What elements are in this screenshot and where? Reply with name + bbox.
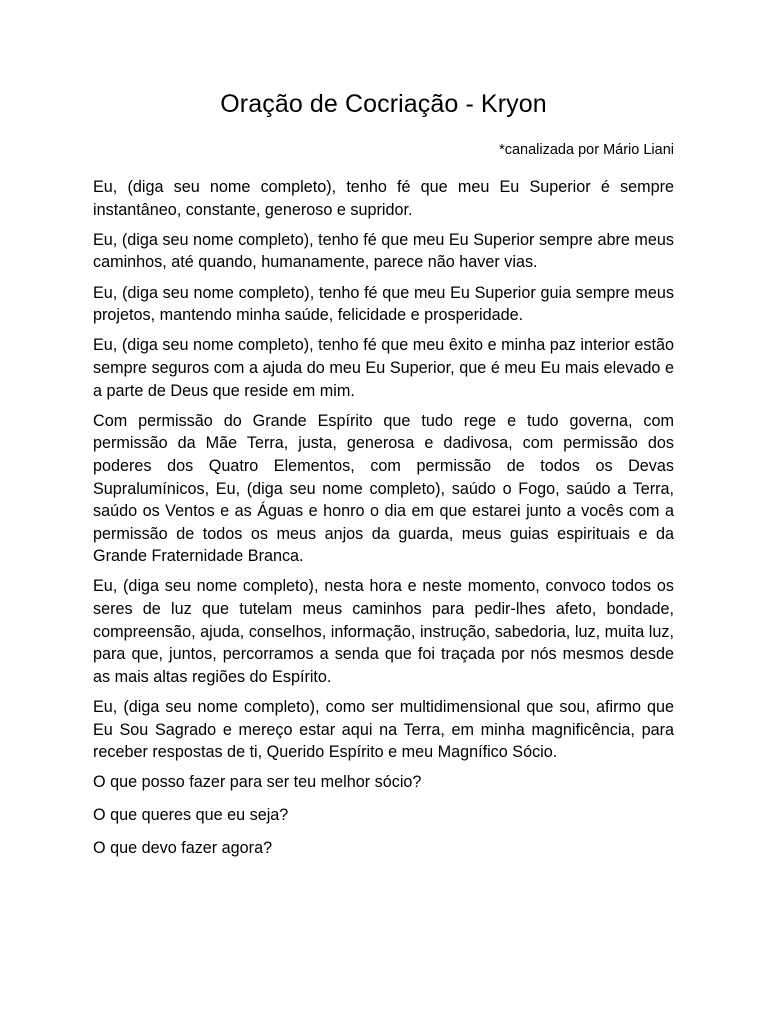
document-title: Oração de Cocriação - Kryon (220, 90, 547, 118)
document-page (93, 86, 674, 870)
question-line: O que devo fazer agora? (93, 838, 273, 857)
question-line: O que queres que eu seja? (93, 806, 289, 825)
paragraph: Eu, (diga seu nome completo), tenho fé que meu Eu Superior guia sempre meus projetos, mantendo minha saúde, felicidade e prosperidade. (93, 283, 674, 325)
document-credit: *canalizada por Mário Liani (499, 142, 674, 158)
paragraph: Eu, (diga seu nome completo), nesta hora e neste momento, convoco todos os seres de luz que tutelam meus caminhos para pedir-lhes afeto, bondade, compreensão, ajuda, conselhos, informação, instrução, sabedoria, luz, muita luz, para que, juntos, percorramos a senda que foi traçada por nós mesmos desde as mais altas regiões do Espírito. (93, 577, 674, 686)
paragraph: Eu, (diga seu nome completo), tenho fé que meu Eu Superior sempre abre meus caminhos, até quando, humanamente, parece não haver vias. (93, 230, 674, 272)
paragraph: Eu, (diga seu nome completo), tenho fé que meu êxito e minha paz interior estão sempre seguros com a ajuda do meu Eu Superior, que é meu Eu mais elevado e a parte de Deus que reside em mim. (93, 336, 674, 400)
paragraph: Eu, (diga seu nome completo), tenho fé que meu Eu Superior é sempre instantâneo, constante, generoso e supridor. (93, 178, 674, 219)
paragraph: Eu, (diga seu nome completo), como ser multidimensional que sou, afirmo que Eu Sou Sagrado e mereço estar aqui na Terra, em minha magnificência, para receber respostas de ti, Querido Espírito e meu Magnífico Sócio. (93, 698, 674, 762)
question-line: O que posso fazer para ser teu melhor sócio? (93, 773, 422, 792)
document-body (93, 176, 674, 860)
paragraph: Com permissão do Grande Espírito que tudo rege e tudo governa, com permissão da Mãe Terra, justa, generosa e dadivosa, com permissão dos poderes dos Quatro Elementos, com permissão de todos os Devas Supralumínicos, Eu, (diga seu nome completo), saúdo o Fogo, saúdo a Terra, saúdo os Ventos e as Águas e honro o dia em que estarei junto a vocês com a permissão de todos os meus anjos da guarda, meus guias espirituais e da Grande Fraternidade Branca. (93, 411, 674, 566)
